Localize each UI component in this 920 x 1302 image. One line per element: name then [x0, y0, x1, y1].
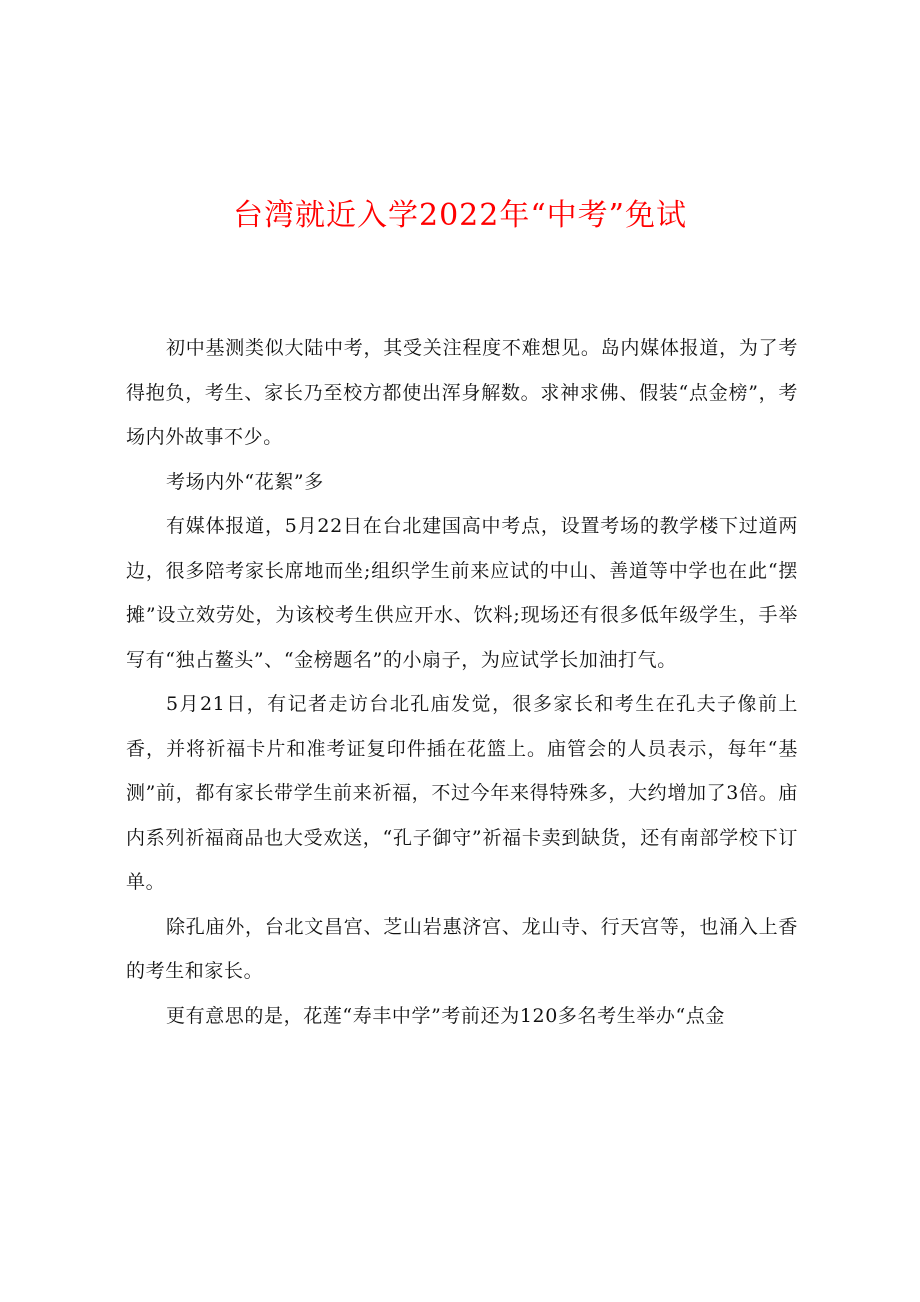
paragraph-other-temples: 除孔庙外，台北文昌宫、芝山岩惠济宫、龙山寺、行天宫等，也涌入上香的考生和家长。: [126, 915, 798, 982]
paragraph-exam-site: 有媒体报道，5月22日在台北建国高中考点，设置考场的教学楼下过道两边，很多陪考家长席地而坐;组织学生前来应试的中山、善道等中学也在此“摆摊”设立效劳处，为该校考生供应开水、饮料;现场还有很多低年级学生，手举写有“独占鳌头”、“金榜题名”的小扇子，为应试学长加油打气。: [126, 515, 798, 671]
paragraph-subheading: 考场内外“花絮”多: [166, 470, 324, 493]
paragraph-hualien-school: 更有意思的是，花莲“寿丰中学”考前还为120多名考生举办“点金: [166, 1004, 726, 1027]
document-title: 台湾就近入学2022年“中考”免试: [232, 198, 688, 233]
paragraph-intro: 初中基测类似大陆中考，其受关注程度不难想见。岛内媒体报道，为了考得抱负，考生、家长乃至校方都使出浑身解数。求神求佛、假装“点金榜”，考场内外故事不少。: [126, 337, 798, 448]
paragraph-confucius-temple: 5月21日，有记者走访台北孔庙发觉，很多家长和考生在孔夫子像前上香，并将祈福卡片和准考证复印件插在花篮上。庙管会的人员表示，每年“基测”前，都有家长带学生前来祈福，不过今年来得特殊多，大约增加了3倍。庙内系列祈福商品也大受欢送，“孔子御守”祈福卡卖到缺货，还有南部学校下订单。: [126, 693, 798, 893]
document-body: [126, 326, 798, 1038]
